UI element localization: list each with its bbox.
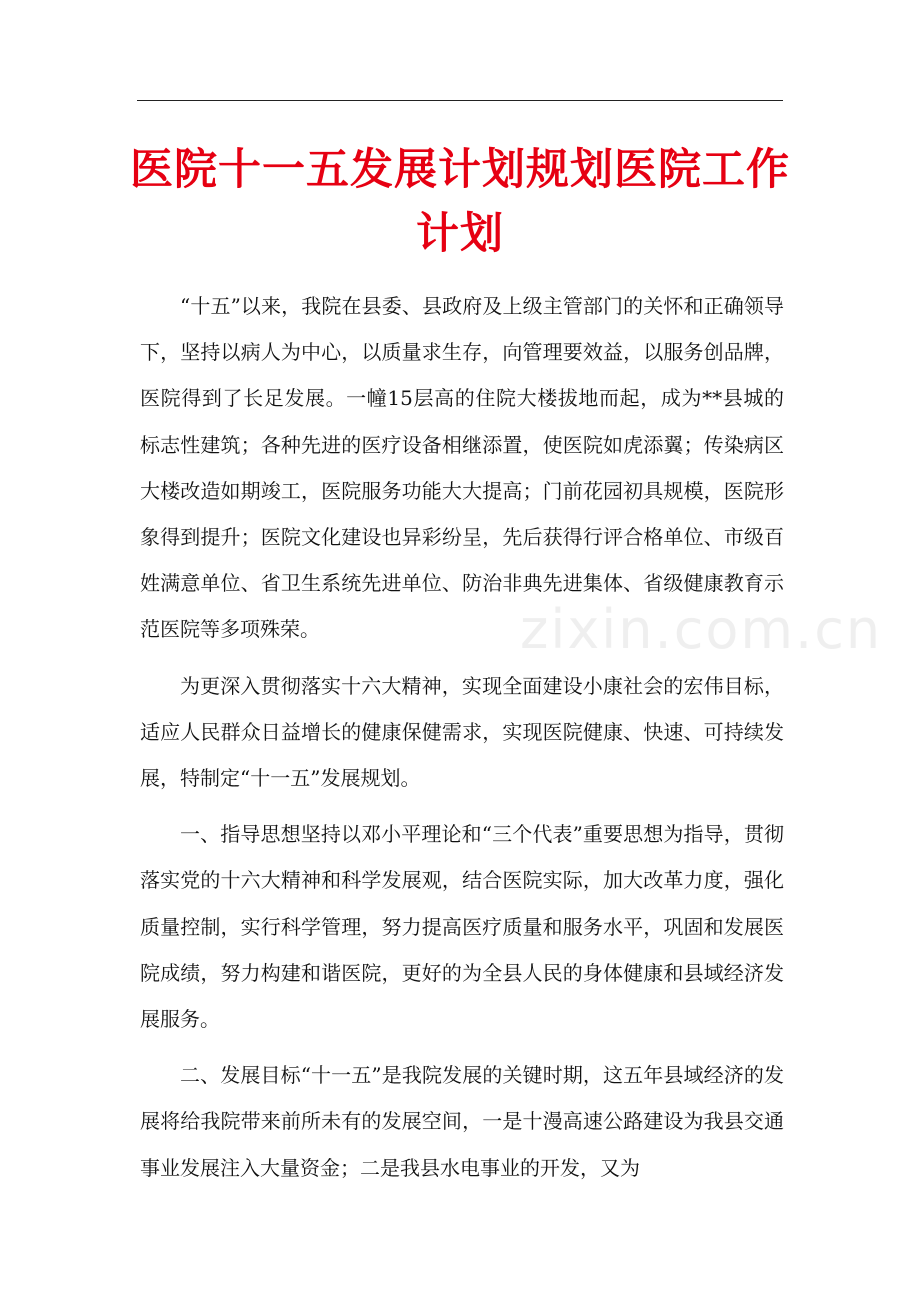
paragraph-3: 一、指导思想坚持以邓小平理论和“三个代表”重要思想为指导，贯彻落实党的十六大精神和科学发展观，结合医院实际，加大改革力度，强化质量控制，实行科学管理，努力提高医疗质量和服务水平，巩固和发展医院成绩，努力构建和谐医院，更好的为全县人民的身体健康和县域经济发展服务。 (140, 822, 784, 1032)
paragraph-1: “十五”以来，我院在县委、县政府及上级主管部门的关怀和正确领导下，坚持以病人为中心，以质量求生存，向管理要效益，以服务创品牌，医院得到了长足发展。一幢15层高的住院大楼拔地而起，成为**县城的标志性建筑；各种先进的医疗设备相继添置，使医院如虎添翼；传染病区大楼改造如期竣工，医院服务功能大大提高；门前花园初具规模，医院形象得到提升；医院文化建设也异彩纷呈，先后获得行评合格单位、市级百姓满意单位、省卫生系统先进单位、防治非典先进集体、省级健康教育示范医院等多项殊荣。 (140, 294, 784, 642)
paragraph-2: 为更深入贯彻落实十六大精神，实现全面建设小康社会的宏伟目标，适应人民群众日益增长的健康保健需求，实现医院健康、快速、可持续发展，特制定“十一五”发展规划。 (140, 673, 784, 791)
document-title: 医院十一五发展计划规划医院工作计划 (130, 145, 790, 259)
watermark: zixin.com.cn (520, 598, 883, 661)
document-body (140, 283, 784, 1201)
paragraph-4: 二、发展目标“十一五”是我院发展的关键时期，这五年县域经济的发展将给我院带来前所未有的发展空间，一是十漫高速公路建设为我县交通事业发展注入大量资金；二是我县水电事业的开发，又为 (140, 1063, 784, 1180)
header-rule (137, 100, 783, 101)
